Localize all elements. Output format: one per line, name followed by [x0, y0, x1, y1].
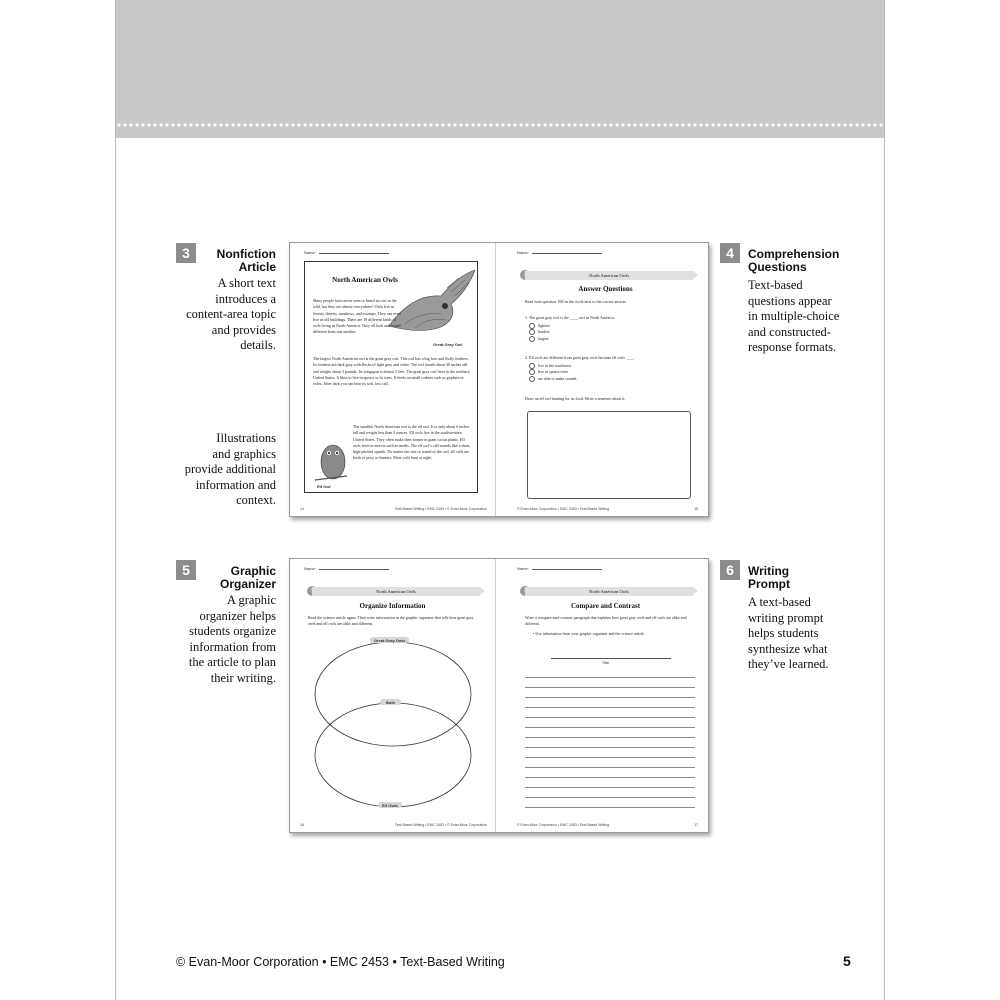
article-paragraph-2: The largest North American owl is the great gray owl. This owl has a big face and fluffy feathers. Its feathers are dark gray with flecks of light gray and white. The owl stands about 30 inches tall and weighs about 3 pounds. Its wingspan is almost 5 feet. The great gray owl lives in the northern United States. It likes to live in spruce or fir trees. It feeds on small rodents such as gophers or voles. After dark you can hear its soft, low call.	[313, 356, 470, 387]
question-1-options: lightest loudest largest	[529, 323, 689, 342]
title-line	[551, 658, 671, 659]
venn-diagram	[308, 639, 478, 809]
caption-great-gray-owl: Great Gray Owl	[433, 342, 463, 347]
page-number: 15	[694, 507, 698, 511]
workbook-spread-article	[289, 242, 709, 517]
elf-owl-illustration	[311, 440, 351, 484]
annotation-title: Comprehension Questions	[748, 247, 840, 274]
annotation-body: A short text introduces a content-area topic and provides details.	[186, 276, 276, 352]
annotation-title: Graphic Organizer	[219, 564, 276, 591]
name-line: Name:	[517, 566, 602, 571]
section-heading: Organize Information	[359, 602, 426, 610]
title-label: Title	[601, 660, 610, 665]
name-line: Name:	[304, 566, 389, 571]
article-frame	[304, 261, 478, 493]
page-article	[290, 243, 496, 516]
page-number: 17	[694, 823, 698, 827]
article-title: North American Owls	[332, 276, 398, 284]
name-line: Name:	[304, 250, 389, 255]
page-footer: Text-Based Writing • EMC 2453 • © Evan-Moor Corporation	[394, 507, 487, 511]
header-banner	[116, 0, 884, 138]
number-badge: 4	[720, 243, 740, 263]
annotation-title: Nonfiction Article	[216, 247, 276, 274]
annotation-body: A text-based writing prompt helps students synthesize what they’ve learned.	[748, 595, 829, 671]
unit-ribbon: North American Owls	[525, 271, 693, 280]
page-organize-information	[290, 559, 496, 832]
page-number: 5	[843, 953, 851, 969]
annotation-body: A graphic organizer helps students organize information from the article to plan their writing.	[188, 593, 276, 685]
workbook-spread-organizer	[289, 558, 709, 833]
annotation-nonfiction-article	[176, 243, 276, 354]
caption-elf-owl: Elf Owl	[317, 484, 331, 489]
page-answer-questions	[503, 243, 708, 516]
venn-label-both: Both	[380, 699, 401, 705]
section-heading: Answer Questions	[578, 285, 633, 293]
page-compare-and-contrast	[503, 559, 708, 832]
section-heading: Compare and Contrast	[570, 602, 641, 610]
page-footer-credit: © Evan-Moor Corporation • EMC 2453 • Text-Based Writing	[176, 955, 505, 969]
venn-label-great-gray-owls: Great Gray Owls	[370, 637, 409, 643]
annotation-illustrations	[160, 431, 276, 509]
draw-prompt: Draw an elf owl hunting for its food. Write a sentence about it.	[525, 396, 626, 401]
article-paragraph-3: The smallest North American owl is the elf owl. It is only about 6 inches tall and weighs less than 2 ounces. Elf owls live in the southwestern United States. They often make their homes in giant cactus plants. Elf owls feed on insects such as moths. The elf owl’s call sounds like a short, high-pitched squeak. No matter the size or sound of the owl, all owls are birds of prey, or hunters. Most owls hunt at night.	[353, 424, 471, 461]
unit-ribbon: North American Owls	[312, 587, 480, 596]
venn-label-elf-owls: Elf Owls	[378, 802, 402, 808]
page-footer: Text-Based Writing • EMC 2453 • © Evan-Moor Corporation	[394, 823, 487, 827]
annotation-body: Text-based questions appear in multiple-choice and constructed- response formats.	[748, 278, 840, 354]
page-number: 16	[300, 823, 304, 827]
article-paragraph-1: Many people have never seen or heard an owl in the wild, but they are almost everywhere! Owls live in forests, deserts, meadows, and swamps. They can even live in old buildings. There are 19 different kinds of owls living in North America. They all look and sound different from one another.	[313, 298, 401, 335]
instructions: Read each question. Fill in the circle next to the correct answer.	[525, 299, 627, 304]
number-badge: 3	[176, 243, 196, 263]
annotation-title: Writing Prompt	[748, 564, 790, 591]
number-badge: 6	[720, 560, 740, 580]
page-number: 14	[300, 507, 304, 511]
question-1: 1. The great gray owl is the ____ owl in North America.	[525, 315, 615, 320]
page-footer: © Evan-Moor Corporation • EMC 2453 • Text-Based Writing	[517, 823, 610, 827]
page-footer: © Evan-Moor Corporation • EMC 2453 • Text-Based Writing	[517, 507, 610, 511]
unit-ribbon: North American Owls	[525, 587, 693, 596]
question-2: 2. Elf owls are different from great gray owls because elf owls ____.	[525, 355, 635, 360]
annotation-body: Illustrations and graphics provide additional information and context.	[184, 431, 276, 507]
number-badge: 5	[176, 560, 196, 580]
annotation-graphic-organizer	[160, 560, 276, 686]
drawing-box	[527, 411, 691, 499]
name-line: Name:	[517, 250, 602, 255]
bullet-note: • Use information from your graphic organizer and the science article.	[533, 631, 646, 636]
instructions: Read the science article again. Then write information in the graphic organizer that tells how great gray owls and elf owls are alike and different.	[308, 615, 474, 627]
dotted-divider	[116, 122, 884, 128]
instructions: Write a compare-and-contrast paragraph that explains how great gray owls and elf owls are alike and different.	[525, 615, 687, 627]
question-2-options: live in the southwest live in spruce trees are able to make sounds	[529, 363, 689, 382]
